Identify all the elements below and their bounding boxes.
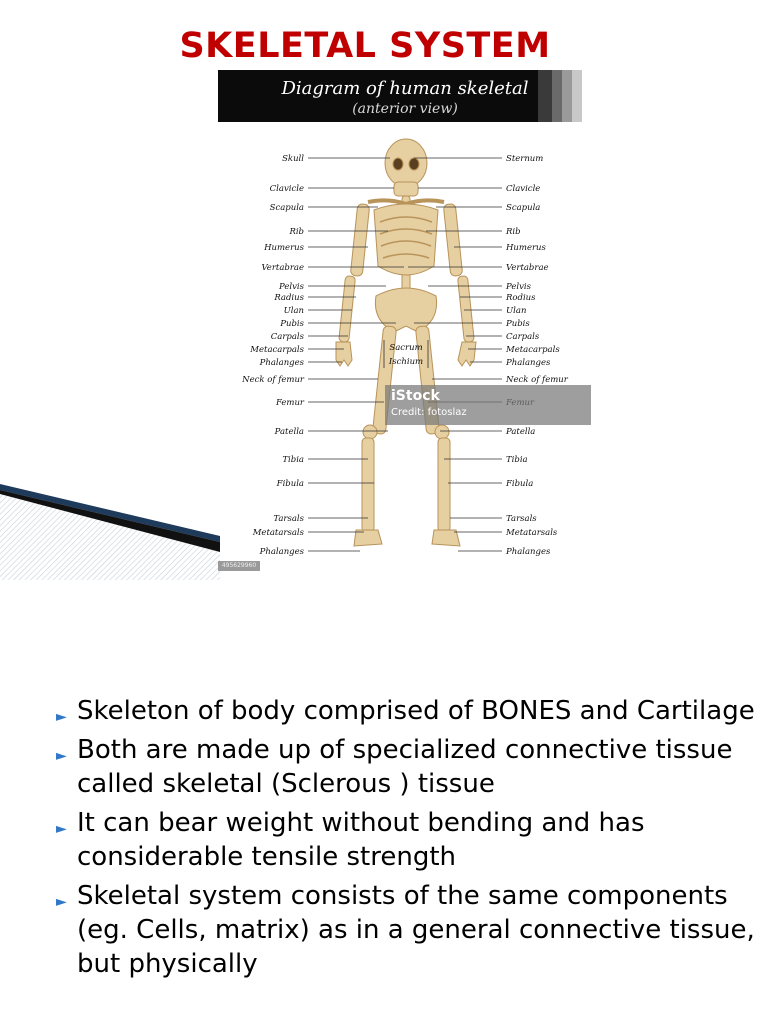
diagram-label-left: Rib: [289, 227, 304, 237]
diagram-label-left: Femur: [275, 398, 304, 408]
bullet-list: [56, 694, 756, 986]
diagram-label-right: Phalanges: [506, 358, 551, 368]
diagram-label-right: Ulan: [506, 306, 527, 316]
diagram-label-center: Sacrum: [389, 343, 423, 353]
diagram-label-right: Pubis: [506, 319, 530, 329]
diagram-label-right: Patella: [506, 427, 536, 437]
triangle-right-icon: ►: [56, 821, 67, 837]
diagram-label-left: Skull: [282, 154, 304, 164]
watermark-logo: iStock: [391, 388, 440, 404]
bullet-text: Both are made up of specialized connective tissue called skeletal (Sclerous ) tissue: [77, 735, 733, 799]
diagram-label-left: Tarsals: [273, 514, 304, 524]
diagram-label-left: Tibia: [282, 455, 304, 465]
diagram-label-right: Rib: [506, 227, 521, 237]
diagram-label-center: Ischium: [388, 357, 424, 367]
image-id-tag: 495629960: [218, 561, 260, 571]
diagram-label-right: Neck of femur: [506, 375, 568, 385]
diagram-label-right: Carpals: [506, 332, 540, 342]
diagram-label-right: Fibula: [506, 479, 534, 489]
diagram-label-right: Humerus: [506, 243, 546, 253]
diagram-label-left: Humerus: [264, 243, 304, 253]
diagram-label-right: Metatarsals: [506, 528, 558, 538]
diagram-label-right: Pelvis: [506, 282, 531, 292]
watermark-credit: Credit: fotoslaz: [391, 407, 467, 418]
diagram-label-left: Phalanges: [259, 547, 304, 557]
diagram-subtitle: (anterior view): [352, 101, 458, 117]
diagram-label-left: Clavicle: [269, 184, 304, 194]
diagram-label-left: Metacarpals: [250, 345, 304, 355]
bullet-item: [56, 733, 756, 801]
diagram-label-right: Phalanges: [506, 547, 551, 557]
triangle-right-icon: ►: [56, 709, 67, 725]
diagram-label-left: Vertabrae: [261, 263, 304, 273]
diagram-label-right: Vertabrae: [506, 263, 549, 273]
diagram-label-left: Fibula: [276, 479, 304, 489]
diagram-label-right: Sternum: [506, 154, 544, 164]
diagram-title: Diagram of human skeletal: [281, 78, 529, 99]
slide-title: SKELETAL SYSTEM: [179, 26, 551, 66]
diagram-label-left: Carpals: [270, 332, 304, 342]
bullet-text: It can bear weight without bending and has considerable tensile strength: [77, 808, 645, 872]
diagram-label-right: Clavicle: [506, 184, 541, 194]
diagram-label-left: Pubis: [280, 319, 304, 329]
stock-watermark: [385, 385, 591, 425]
triangle-right-icon: ►: [56, 894, 67, 910]
skeleton-diagram: [218, 70, 592, 575]
diagram-label-right: Tibia: [506, 455, 528, 465]
diagram-label-left: Neck of femur: [242, 375, 304, 385]
bullet-item: [56, 879, 756, 981]
bullet-item: [56, 694, 756, 728]
bullet-item: [56, 806, 756, 874]
diagram-label-left: Scapula: [269, 203, 304, 213]
diagram-label-right: Rodius: [506, 293, 536, 303]
diagram-label-left: Radius: [274, 293, 304, 303]
diagram-label-left: Pelvis: [279, 282, 304, 292]
diagram-label-right: Scapula: [506, 203, 541, 213]
triangle-right-icon: ►: [56, 748, 67, 764]
diagram-label-left: Phalanges: [259, 358, 304, 368]
skeleton-illustration: [218, 70, 592, 575]
decorative-corner-graphic: [0, 480, 220, 580]
diagram-label-left: Patella: [274, 427, 304, 437]
bullet-text: Skeletal system consists of the same components (eg. Cells, matrix) as in a general connective tissue, but physically: [77, 881, 755, 979]
diagram-label-left: Ulan: [283, 306, 304, 316]
diagram-label-right: Metacarpals: [506, 345, 560, 355]
bullet-text: Skeleton of body comprised of BONES and Cartilage: [77, 696, 755, 726]
diagram-label-left: Metatarsals: [252, 528, 304, 538]
diagram-label-right: Tarsals: [506, 514, 537, 524]
